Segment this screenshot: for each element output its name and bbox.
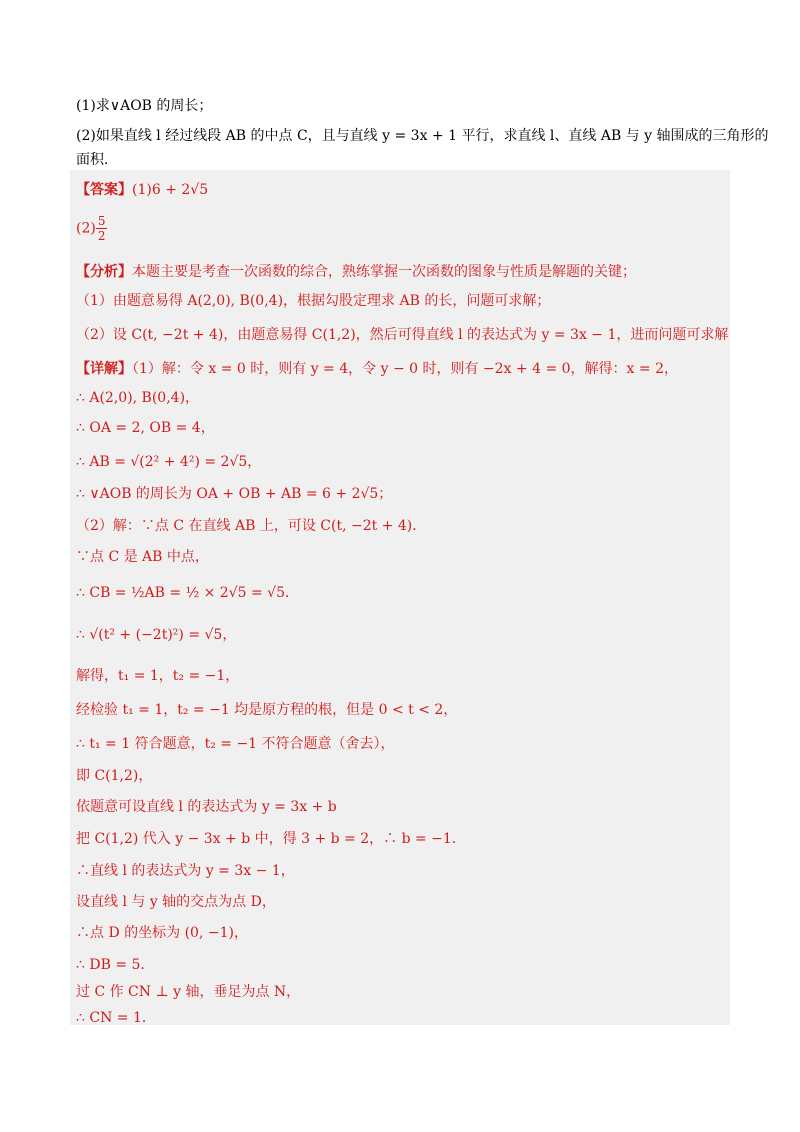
- question-part2-line2: 面积．: [76, 152, 118, 168]
- detail-line-14: 依题意可设直线 l 的表达式为 y = 3x + b: [76, 799, 337, 815]
- detail-line-2: ∴ A(2,0), B(0,4)，: [76, 390, 200, 406]
- detail-line-7: ∵点 C 是 AB 中点，: [76, 549, 209, 565]
- answer-tag: 【答案】: [76, 182, 132, 198]
- detail-line-3: ∴ OA = 2, OB = 4，: [76, 420, 215, 436]
- analysis-tag: 【分析】: [76, 264, 132, 280]
- detail-line-4: ∴ AB = √(2² + 4²) = 2√5，: [76, 454, 262, 470]
- detail-line-9: ∴ √(t² + (−2t)²) = √5，: [76, 627, 237, 643]
- answer-fraction: [96, 214, 108, 243]
- question-part2-line1: (2)如果直线 l 经过线段 AB 的中点 C，且与直线 y = 3x + 1 平行，求直线 l、直线 AB 与 y 轴围成的三角形的: [76, 128, 769, 144]
- analysis-intro: 本题主要是考查一次函数的综合，熟练掌握一次函数的图象与性质是解题的关键；: [132, 264, 636, 280]
- detail-line-21: ∴ CN = 1．: [76, 1010, 156, 1026]
- answer-fraction-denominator: 2: [97, 229, 106, 243]
- analysis-step1: （1）由题意易得 A(2,0), B(0,4)，根据勾股定理求 AB 的长，问题可求解；: [76, 293, 551, 309]
- question-part1: (1)求∨AOB 的周长；: [76, 98, 213, 114]
- answer-part2-prefix: (2): [76, 220, 96, 237]
- answer-fraction-numerator: 5: [97, 214, 106, 228]
- detail-line-19: ∴ DB = 5．: [76, 957, 155, 973]
- detail-line-13: 即 C(1,2)，: [76, 768, 153, 784]
- detail-line-18: ∴点 D 的坐标为 (0, −1)，: [76, 925, 248, 941]
- analysis-intro-line: [76, 262, 636, 282]
- detail-line-8: ∴ CB = ½AB = ½ × 2√5 = √5．: [76, 585, 299, 601]
- detail-line-20: 过 C 作 CN ⊥ y 轴，垂足为点 N，: [76, 984, 301, 1000]
- detail-line-10: 解得，t₁ = 1，t₂ = −1，: [76, 668, 240, 684]
- detail-l1: （1）解：令 x = 0 时，则有 y = 4，令 y − 0 时，则有 −2x + 4 = 0，解得：x = 2，: [132, 361, 678, 377]
- detail-line-15: 把 C(1,2) 代入 y − 3x + b 中，得 3 + b = 2，∴ b = −1．: [76, 831, 466, 847]
- detail-line-12: ∴ t₁ = 1 符合题意，t₂ = −1 不符合题意（舍去），: [76, 736, 395, 752]
- answer-part1: (1)6 + 2√5: [132, 182, 209, 198]
- detail-line-1: [76, 359, 678, 379]
- detail-line-16: ∴直线 l 的表达式为 y = 3x − 1，: [76, 863, 295, 879]
- detail-line-5: ∴ ∨AOB 的周长为 OA + OB + AB = 6 + 2√5；: [76, 486, 393, 502]
- detail-tag: 【详解】: [76, 361, 132, 377]
- answer-line2: [76, 214, 107, 243]
- detail-line-17: 设直线 l 与 y 轴的交点为点 D，: [76, 894, 276, 910]
- answer-line1: [76, 180, 208, 200]
- detail-line-6: （2）解：∵点 C 在直线 AB 上，可设 C(t, −2t + 4)．: [76, 518, 427, 534]
- analysis-step2: （2）设 C(t, −2t + 4)，由题意易得 C(1,2)，然后可得直线 l 的表达式为 y = 3x − 1，进而问题可求解: [76, 327, 729, 343]
- detail-line-11: 经检验 t₁ = 1，t₂ = −1 均是原方程的根，但是 0 < t < 2，: [76, 702, 458, 718]
